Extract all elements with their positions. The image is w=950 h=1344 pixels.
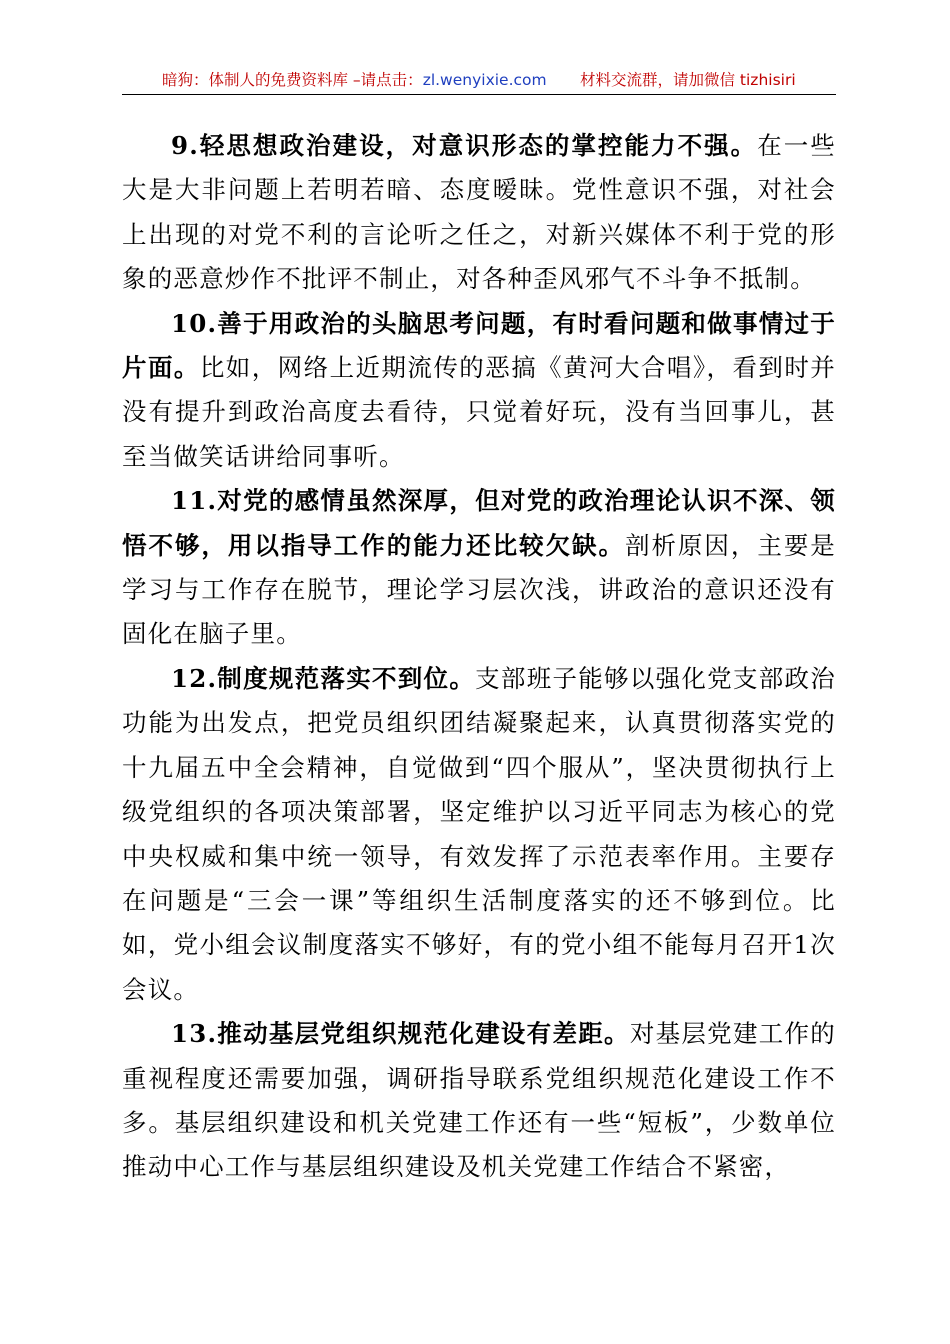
paragraph-text: 在一些大是大非问题上若明若暗、态度暧昧。党性意识不强，对社会上出现的对党不利的言论听之任之，对新兴媒体不利于党的形象的恶意炒作不批评不制止，对各种歪风邪气不斗争不抵制。	[122, 131, 836, 294]
header-left-text: 暗狗：体制人的免费资料库 –请点击：	[162, 71, 423, 89]
paragraph-text: 对基层党建工作的重视程度还需要加强，调研指导联系党组织规范化建设工作不多。基层组织建设和机关党建工作还有一些“短板”，少数单位推动中心工作与基层组织建设及机关党建工作结合不紧密，	[122, 1019, 836, 1182]
paragraph-11	[122, 479, 836, 657]
paragraph-heading: 9.轻思想政治建设，对意识形态的掌控能力不强。	[171, 131, 758, 160]
paragraph-text: 比如，网络上近期流传的恶搞《黄河大合唱》，看到时并没有提升到政治高度去看待，只觉着好玩，没有当回事儿，甚至当做笑话讲给同事听。	[122, 353, 836, 471]
header-promo	[162, 68, 547, 92]
paragraph-12	[122, 657, 836, 1012]
paragraph-heading: 11.对党的感情虽然深厚，但对党的政治理论认识不深、领悟不够，用以指导工作的能力还比较欠缺。	[122, 486, 836, 560]
paragraph-text: 支部班子能够以强化党支部政治功能为出发点，把党员组织团结凝聚起来，认真贯彻落实党的十九届五中全会精神，自觉做到“四个服从”，坚决贯彻执行上级党组织的各项决策部署，坚定维护以习近平同志为核心的党中央权威和集中统一领导，有效发挥了示范表率作用。主要存在问题是“三会一课”等组织生活制度落实的还不够到位。比如，党小组会议制度落实不够好，有的党小组不能每月召开1次会议。	[122, 663, 836, 1004]
page-header	[122, 66, 836, 95]
header-link[interactable]: zl.wenyixie.com	[422, 71, 547, 89]
paragraph-10	[122, 302, 836, 480]
paragraph-9	[122, 124, 836, 302]
paragraph-text: 剖析原因，主要是学习与工作存在脱节，理论学习层次浅，讲政治的意识还没有固化在脑子里。	[122, 530, 836, 649]
paragraph-13	[122, 1012, 836, 1190]
paragraph-heading: 12.制度规范落实不到位。	[171, 663, 476, 693]
header-right-text: 材料交流群，请加微信 tizhisiri	[580, 71, 796, 89]
paragraph-heading: 13.推动基层党组织规范化建设有差距。	[171, 1019, 630, 1049]
document-body	[122, 124, 836, 1190]
paragraph-heading: 10.善于用政治的头脑思考问题，有时看问题和做事情过于片面。	[122, 308, 836, 383]
